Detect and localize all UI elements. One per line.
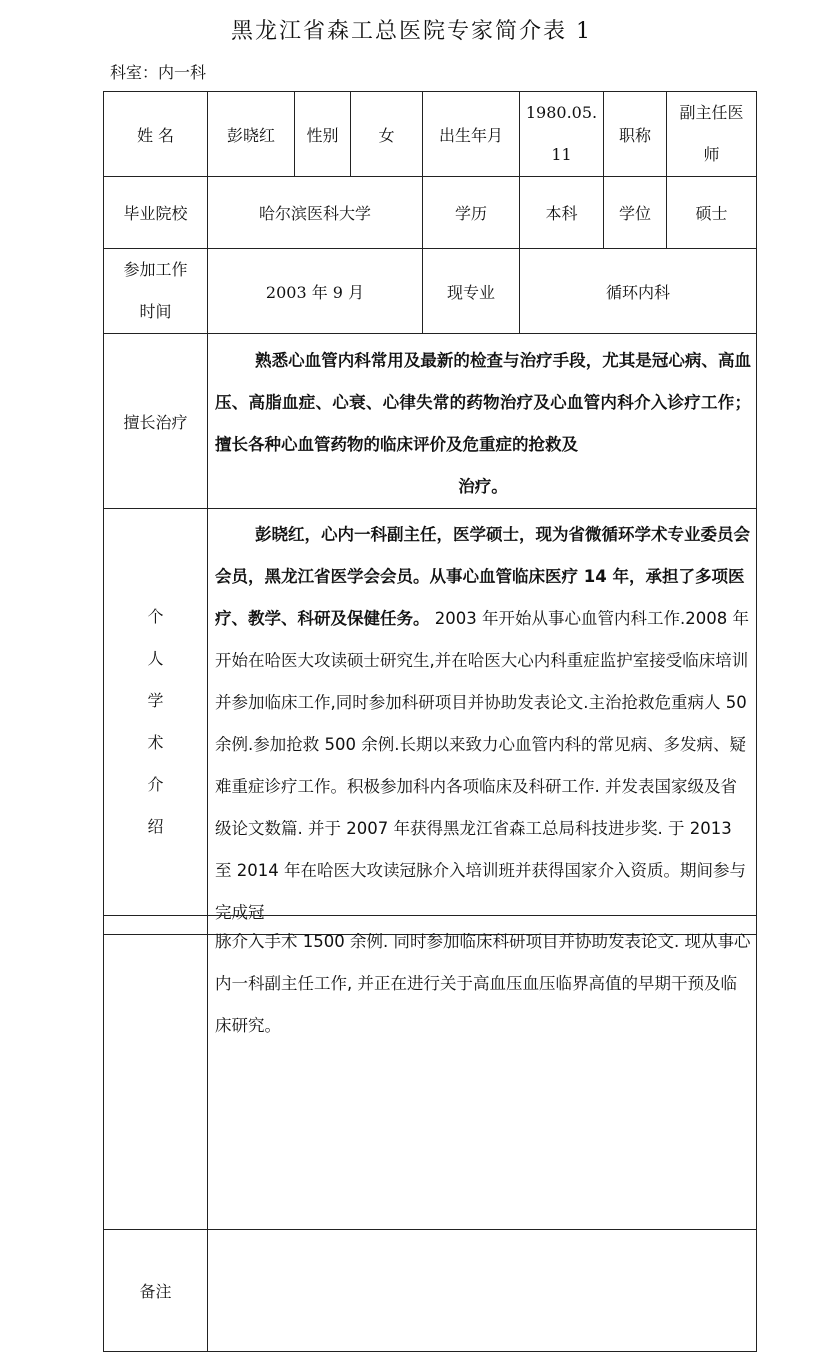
bio-text-continued: 脉介入手术 1500 余例. 同时参加临床科研项目并协助发表论文. 现从事心内一科副主任工作, 并正在进行关于高血压血压临界高值的早期干预及临床研究。 — [208, 916, 757, 1230]
bio-label-char: 学 — [147, 690, 164, 710]
profile-table-continued — [103, 915, 757, 1352]
row-education — [104, 177, 757, 249]
work-label-line1: 参加工作 — [123, 260, 188, 279]
work-label — [104, 249, 208, 334]
bio-label-char: 个 — [147, 606, 164, 626]
title-value-line1: 副主任医 — [679, 103, 744, 122]
name-label: 姓 名 — [104, 92, 208, 177]
department-label: 科室： — [110, 63, 159, 82]
work-value: 2003 年 9 月 — [208, 249, 423, 334]
row-bio — [104, 509, 757, 935]
birth-label: 出生年月 — [423, 92, 520, 177]
title-value-line2: 师 — [703, 145, 720, 164]
education-value: 本科 — [520, 177, 604, 249]
specialty-text-main: 熟悉心血管内科常用及最新的检查与治疗手段，尤其是冠心病、高血压、高脂血症、心衰、心律失常的药物治疗及心血管内科介入诊疗工作；擅长各种心血管药物的临床评价及危重症的抢救及 — [215, 351, 751, 454]
profile-table — [103, 91, 757, 935]
department-line — [110, 60, 206, 83]
remarks-label: 备注 — [104, 1230, 208, 1352]
name-value: 彭晓红 — [208, 92, 295, 177]
row-remarks — [104, 1230, 757, 1352]
department-value: 内一科 — [158, 63, 207, 82]
school-value: 哈尔滨医科大学 — [208, 177, 423, 249]
specialty-text — [208, 334, 757, 509]
major-value: 循环内科 — [520, 249, 757, 334]
gender-value: 女 — [351, 92, 423, 177]
title-value — [667, 92, 757, 177]
birth-value-line1: 1980.05. — [525, 103, 598, 122]
title-label: 职称 — [604, 92, 667, 177]
row-work — [104, 249, 757, 334]
school-label: 毕业院校 — [104, 177, 208, 249]
birth-value — [520, 92, 604, 177]
bio-label-char: 术 — [147, 732, 164, 752]
degree-value: 硕士 — [667, 177, 757, 249]
row-bio-continued — [104, 916, 757, 1230]
bio-label-empty — [104, 916, 208, 1230]
bio-text — [208, 509, 757, 935]
bio-text-normal: 2003 年开始从事心血管内科工作.2008 年开始在哈医大攻读硕士研究生,并在哈医大心内科重症监护室接受临床培训并参加临床工作,同时参加科研项目并协助发表论文.主治抢救危重病人 50 余例.参加抢救 500 余例.长期以来致力心血管内科的常见病、多发病、疑难重症诊疗工作。积极参加科内各项临床及科研工作. 并发表国家级及省级论文数篇. 并于 2007 年获得黑龙江省森工总局科技进步奖. 于 2013 至 2014 年在哈医大攻读冠脉介入培训班并获得国家介入资质。期间参与完成冠 — [215, 609, 749, 922]
bio-label-char: 人 — [147, 648, 164, 668]
bio-label — [104, 509, 208, 935]
specialty-text-end: 治疗。 — [458, 477, 508, 496]
birth-value-line2: 11 — [551, 145, 572, 164]
major-label: 现专业 — [423, 249, 520, 334]
work-label-line2: 时间 — [139, 302, 172, 321]
education-label: 学历 — [423, 177, 520, 249]
row-basic-info — [104, 92, 757, 177]
row-specialty — [104, 334, 757, 509]
gender-label: 性别 — [295, 92, 351, 177]
degree-label: 学位 — [604, 177, 667, 249]
bio-text-bold: 彭晓红，心内一科副主任，医学硕士，现为省微循环学术专业委员会会员，黑龙江省医学会会员。从事心血管临床医疗 14 年，承担了多项医疗、教学、科研及保健任务。 — [215, 525, 750, 628]
bio-label-char: 介 — [147, 774, 164, 794]
bio-label-char: 绍 — [147, 816, 164, 836]
specialty-label: 擅长治疗 — [104, 334, 208, 509]
remarks-value — [208, 1230, 757, 1352]
page-title: 黑龙江省森工总医院专家简介表 1 — [231, 19, 592, 44]
